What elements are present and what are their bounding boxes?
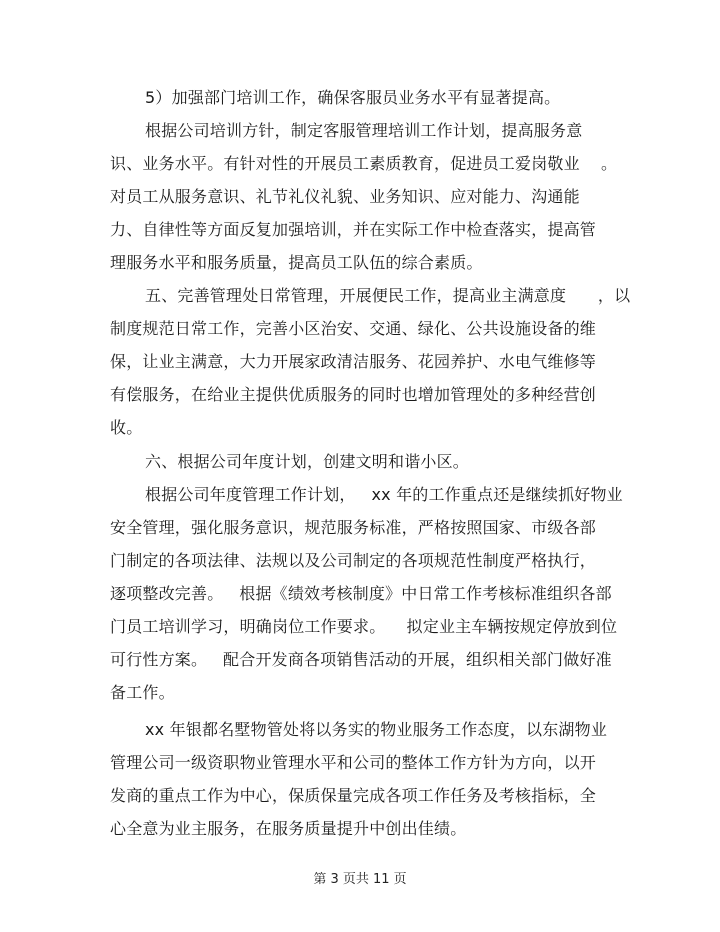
text-line: 力、自律性等方面反复加强培训，并在实际工作中检查落实，提高管 (110, 220, 597, 239)
text-line: 发商的重点工作为中心，保质保量完成各项工作任务及考核指标，全 (110, 786, 597, 805)
text-line: xx 年银都名墅物管处将以务实的物业服务工作态度，以东湖物业 (145, 720, 608, 739)
text-line: 理服务水平和服务质量，提高员工队伍的综合素质。 (110, 253, 483, 272)
text-line: 逐项整改完善。 根据《绩效考核制度》中日常工作考核标准组织各部 (110, 584, 612, 603)
text-line: 管理公司一级资职物业管理水平和公司的整体工作方针为方向，以开 (110, 753, 597, 772)
text-line: 备工作。 (110, 683, 175, 702)
page-footer: 第 3 页共 11 页 (313, 872, 407, 887)
text-line: 识、业务水平。有针对性的开展员工素质教育，促进员工爱岗敬业 。 (110, 154, 618, 173)
text-line: 保，让业主满意，大力开展家政清洁服务、花园养护、水电气维修等 (110, 352, 597, 371)
text-line: 5）加强部门培训工作，确保客服员业务水平有显著提高。 (145, 88, 561, 107)
text-line: 对员工从服务意识、礼节礼仪礼貌、业务知识、应对能力、沟通能 (110, 187, 580, 206)
text-line: 根据公司年度管理工作计划， xx 年的工作重点还是继续抓好物业 (145, 485, 623, 504)
text-line: 门制定的各项法律、法规以及公司制定的各项规范性制度严格执行， (110, 551, 597, 570)
text-line: 根据公司培训方针，制定客服管理培训工作计划，提高服务意 (145, 121, 583, 140)
text-line: 安全管理，强化服务意识，规范服务标准，严格按照国家、市级各部 (110, 518, 597, 537)
text-line: 收。 (110, 418, 143, 437)
text-line: 可行性方案。 配合开发商各项销售活动的开展，组织相关部门做好准 (110, 650, 612, 669)
text-line: 有偿服务，在给业主提供优质服务的同时也增加管理处的多种经营创 (110, 385, 597, 404)
text-line: 制度规范日常工作，完善小区治安、交通、绿化、公共设施设备的维 (110, 319, 597, 338)
text-line: 五、完善管理处日常管理，开展便民工作，提高业主满意度 ，以 (145, 286, 631, 305)
text-line: 六、根据公司年度计划，创建文明和谐小区。 (145, 452, 470, 471)
text-line: 门员工培训学习，明确岗位工作要求。 拟定业主车辆按规定停放到位 (110, 617, 618, 636)
text-line: 心全意为业主服务，在服务质量提升中创出佳绩。 (110, 819, 467, 838)
